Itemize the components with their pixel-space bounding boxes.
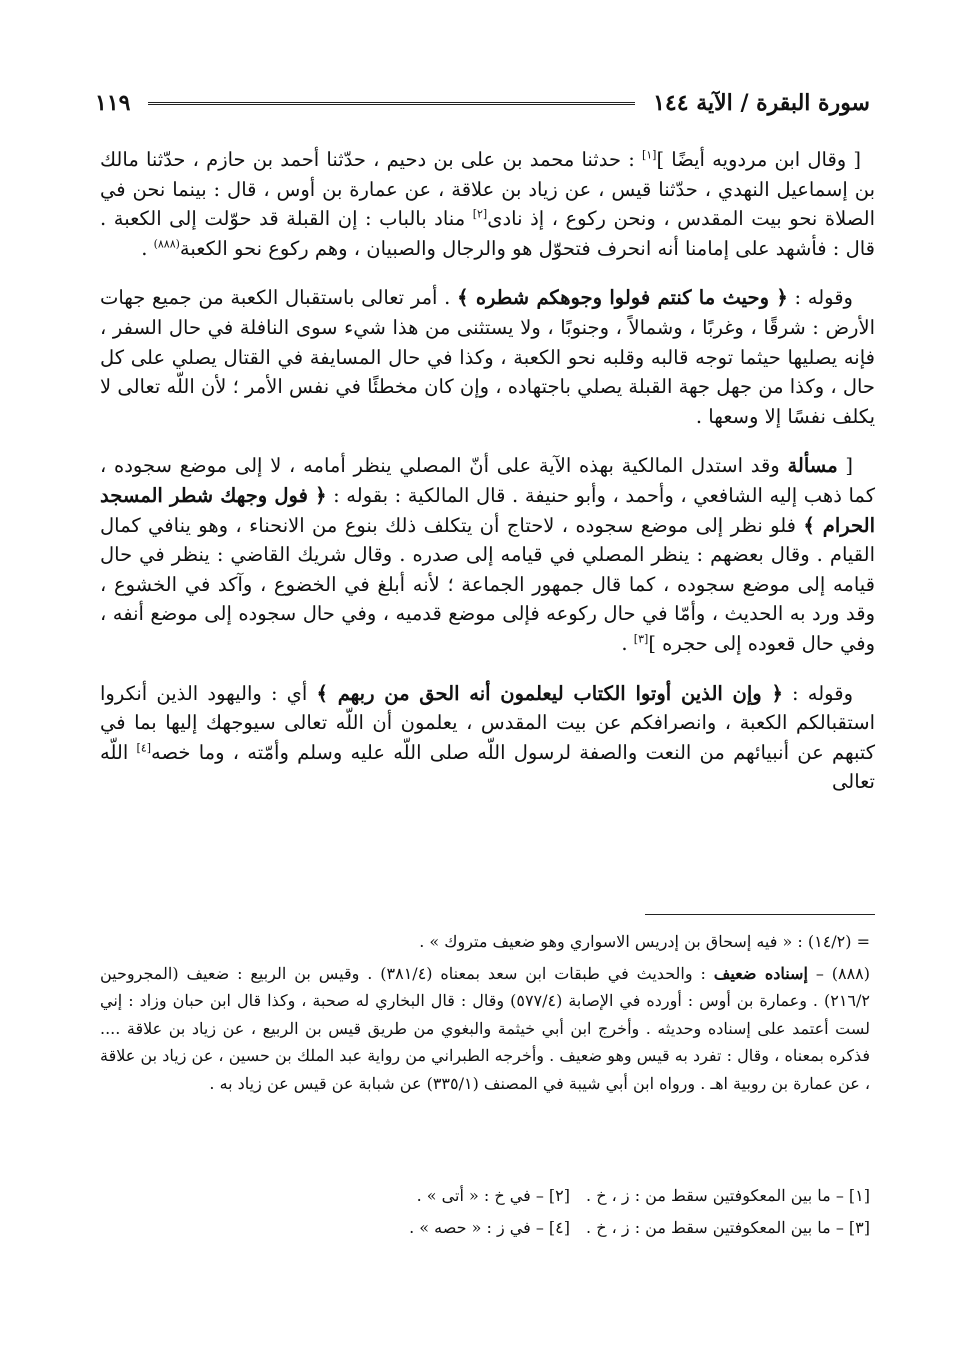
footnotes xyxy=(100,928,870,1101)
page-number: ١١٩ xyxy=(95,90,131,116)
quran-verse: ﴿ وحيث ما كنتم فولوا وجوهكم شطره ﴾ xyxy=(457,286,788,310)
p1-text-b: : حدثنا محمد بن على بن دحيم ، حدّثنا أحمد بن حازم ، حدّثنا مالك بن إسماعيل النهدي ، حدّثنا قيس ، عن زياد بن علاقة ، عن عمارة بن أوس ، قال : بينما نحن في الصلاة نحو بيت المقدس ، ونحن ركوع ، إذ نادى xyxy=(100,148,875,231)
footnote-separator xyxy=(645,914,875,915)
manuscript-notes xyxy=(240,1180,870,1244)
p1-text-a: [ وقال ابن مردويه أيضًا ] xyxy=(656,148,861,171)
ref-marker-2: [٢] xyxy=(472,207,488,221)
issue-heading: مسألة xyxy=(787,454,838,478)
quran-verse: ﴿ فول وجهك شطر المسجد الحرام ﴾ xyxy=(100,483,875,537)
footnote-888 xyxy=(100,960,870,1098)
ref-marker-4: [٤] xyxy=(136,741,152,755)
note-3: [٣] – ما بين المعكوفتين سقط من : ز ، خ . xyxy=(586,1218,870,1237)
header-rule xyxy=(148,102,635,105)
note-2: [٢] – في خ : « أتى » . xyxy=(416,1186,570,1205)
p2-text-b: . أمر تعالى باستقبال الكعبة من جميع جهات الأرض : شرقًا ، وغربًا ، وشمالاً ، وجنوبًا ، ولا يستثنى من هذا شيء سوى النافلة في حال السفر ، فإنه يصليها حيثما توجه قالبه وقلبه نحو الكعبة ، وكذا في حال المسايفة في القتال يصلي على كل حال ، وكذا من جهل جهة القبلة يصلي باجتهاده ، وإن كان مخطئًا في نفس الأمر ؛ لأن اللّه تعالى لا يكلف نفسًا إلا وسعها . xyxy=(100,286,875,428)
footnote-text: : والحديث في طبقات ابن سعد بمعناه (٣٨١/٤) . وقيس بن الربيع : ضعيف (المجروحين ٢١٦/٢) . وعمارة بن أوس : أورده في الإصابة (٥٧٧/٤) وقال : قال البخاري له صحبة ، وكذا قال ابن حبان وزاد : إني لست أعتمد على إسناده وحديثه . وأخرج ابن أبي خيثمة والبغوي من طريق قيس بن الربيع ، عن زياد بن علاقة .... فذكره بمعناه ، وقال : تفرد به قيس وهو ضعيف . وأخرجه الطبراني من رواية عبد الملك بن حسين ، عن زياد بن علاقة ، عن عمارة بن روبية اهـ . ورواه ابن أبي شيبة في المصنف (٣٣٥/١) عن شبابة عن قيس عن زياد به . xyxy=(100,963,871,1093)
surah-title: سورة البقرة / الآية ١٤٤ xyxy=(653,90,870,116)
paragraph-1 xyxy=(100,145,875,263)
notes-row xyxy=(240,1212,870,1244)
quran-verse: ﴿ وإن الذين أوتوا الكتاب ليعلمون أنه الحق من ربهم ﴾ xyxy=(316,681,783,705)
p3-text-d: . xyxy=(621,631,634,655)
p1-text-c: مناد بالباب : إن القبلة قد حوّلت إلى الكعبة . قال : فأشهد على إمامنا أنه انحرف فتحوّل هو والرجال والصبيان ، وهم ركوع نحو الكعبة xyxy=(100,207,875,260)
p4-text-b: أي : واليهود الذين أنكروا استقبالكم الكعبة ، وانصرافكم عن بيت المقدس ، يعلمون أن اللّه تعالى سيوجهك إليها بما في كتبهم عن أنبيائهم من النعت والصفة لرسول اللّه صلى اللّه عليه وسلم وأمّته ، وما خصه xyxy=(100,681,876,764)
p3-text-a: [ xyxy=(837,454,853,478)
notes-row xyxy=(240,1180,870,1212)
paragraph-2 xyxy=(100,283,875,431)
paragraph-4 xyxy=(100,679,875,797)
note-1: [١] – ما بين المعكوفتين سقط من : ز ، خ . xyxy=(586,1186,870,1205)
p3-text-b: وقد استدل المالكية بهذه الآية على أنّ المصلي ينظر أمامه ، لا إلى موضع سجوده ، كما ذهب إليه الشافعي ، وأحمد ، وأبو حنيفة . قال المالكية : بقوله : xyxy=(100,454,875,507)
running-header xyxy=(95,86,870,120)
p1-text-d: . xyxy=(141,236,154,260)
paragraph-3 xyxy=(100,451,875,658)
main-text xyxy=(100,145,875,817)
footnote-number: (٨٨٨) – xyxy=(807,963,871,983)
note-4: [٤] – في ز : « حصه » . xyxy=(409,1218,570,1237)
footnote-grade: إسناده ضعيف xyxy=(713,963,808,983)
footnote-marker-888: (٨٨٨) xyxy=(153,237,180,251)
ref-marker-3: [٣] xyxy=(633,632,649,646)
p2-text-a: وقوله : xyxy=(787,286,853,310)
p4-text-a: وقوله : xyxy=(782,681,853,705)
ref-marker-1: [١] xyxy=(641,148,657,162)
footnote-continuation: = (١٤/٢) : « فيه إسحاق بن إدريس الاسواري وهو ضعيف متروك » . xyxy=(419,932,870,951)
p3-text-c: فلو نظر إلى موضع سجوده ، لاحتاج أن يتكلف ذلك بنوع من الانحناء ، وهو ينافي كمال القيام . وقال بعضهم : ينظر المصلي في قيامه إلى صدره . وقال شريك القاضي : ينظر في حال قيامه إلى موضع سجوده ، كما قال جمهور الجماعة ؛ لأنه أبلغ في الخضوع ، وآكد في الخشوع ، وقد ورد به الحديث ، وأمّا في حال ركوعه فإلى موضع قدميه ، وفي حال سجوده إلى موضع أنفه ، وفي حال قعوده إلى حجره ] xyxy=(100,513,875,655)
p4-text-c: اللّه تعالى xyxy=(100,740,875,794)
